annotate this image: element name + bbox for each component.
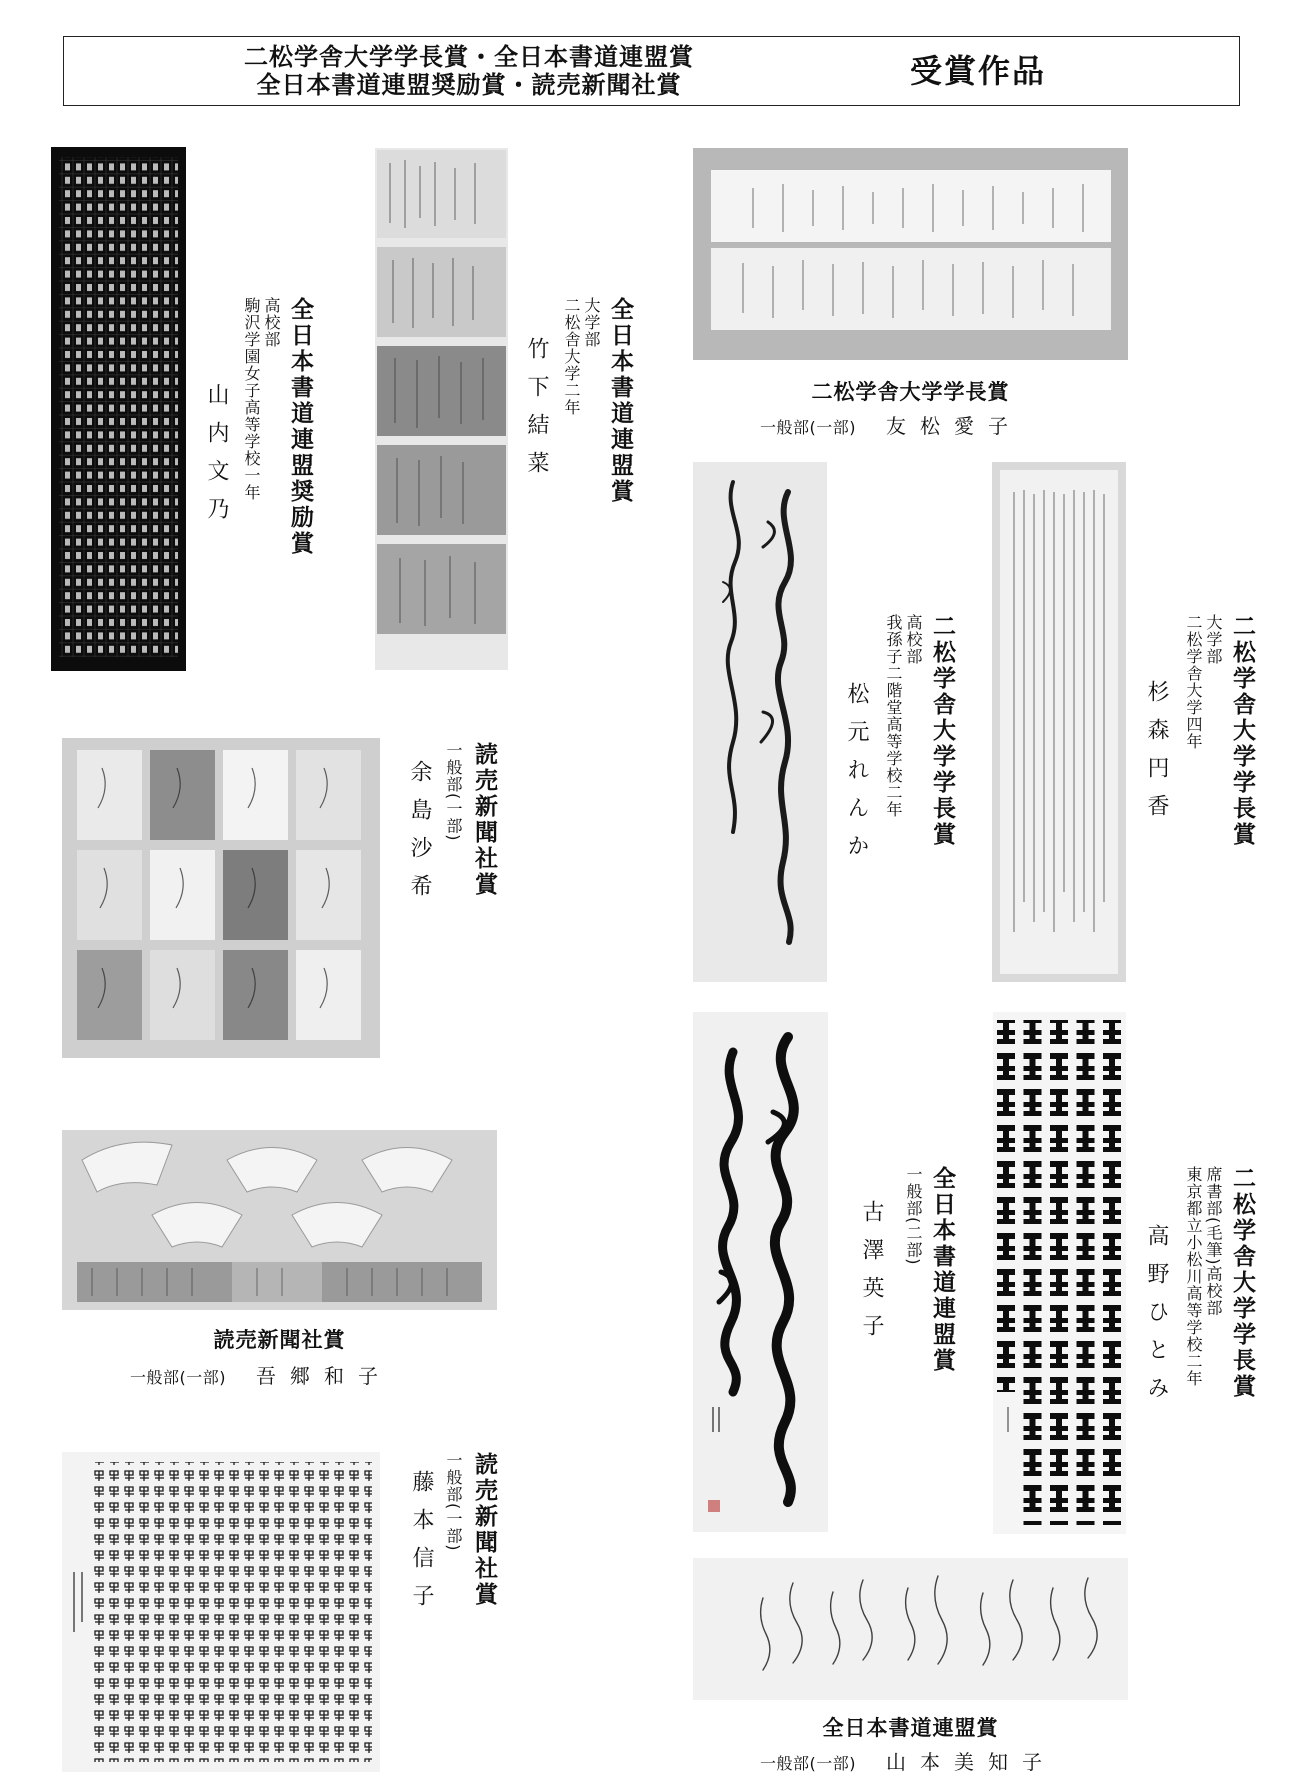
artwork-matsumoto [693, 462, 827, 982]
artwork-furusawa [693, 1012, 828, 1532]
award-yojima: 読売新聞社賞 [471, 742, 497, 898]
division-yojima: 一般部(一部) [444, 742, 463, 842]
division-agou: 一般部(一部) [130, 1368, 226, 1387]
division-furusawa: 一般部(二部) [904, 1166, 923, 1266]
name-tomomatsu: 友松愛子 [886, 414, 1022, 438]
division-sugimori: 大学部 [1204, 614, 1223, 665]
division-tomomatsu: 一般部(一部) [760, 418, 856, 437]
award-matsumoto: 二松学舎大学学長賞 [929, 614, 955, 848]
artwork-yamauchi [51, 147, 186, 671]
name-yojima: 余島沙希 [407, 760, 432, 912]
name-takano: 高野ひとみ [1144, 1224, 1169, 1414]
division-takano: 席書部(毛筆)高校部 [1204, 1166, 1223, 1317]
artwork-yojima [62, 738, 380, 1058]
header-box [63, 36, 1240, 106]
artwork-yamamoto [693, 1558, 1128, 1700]
division-yamamoto: 一般部(一部) [760, 1754, 856, 1773]
artwork-tomomatsu [693, 148, 1128, 360]
school-yamauchi: 駒沢学園女子高等学校一年 [242, 297, 261, 501]
artwork-agou [62, 1130, 497, 1310]
name-furusawa: 古澤英子 [859, 1200, 884, 1352]
award-tomomatsu: 二松学舎大学学長賞 [811, 380, 1010, 404]
name-matsumoto: 松元れんか [844, 682, 869, 872]
name-agou: 吾郷和子 [256, 1364, 392, 1388]
name-yamauchi: 山内文乃 [204, 383, 229, 535]
artwork-takeshita [375, 148, 508, 670]
school-takeshita: 二松舎大学二年 [562, 297, 581, 416]
award-fujimoto: 読売新聞社賞 [471, 1452, 497, 1608]
header-title-line2: 全日本書道連盟奨励賞・読売新聞社賞 [256, 71, 682, 99]
division-yamauchi: 高校部 [262, 297, 281, 348]
award-agou: 読売新聞社賞 [213, 1328, 346, 1352]
division-fujimoto: 一般部(一部) [444, 1452, 463, 1552]
award-sugimori: 二松学舎大学学長賞 [1229, 614, 1255, 848]
award-takeshita: 全日本書道連盟賞 [607, 297, 633, 505]
credit-tomomatsu [760, 410, 1022, 439]
school-matsumoto: 我孫子二階堂高等学校二年 [884, 614, 903, 818]
name-fujimoto: 藤本信子 [409, 1470, 434, 1622]
division-matsumoto: 高校部 [904, 614, 923, 665]
header-title-line1: 二松学舎大学学長賞・全日本書道連盟賞 [244, 43, 694, 71]
award-yamamoto: 全日本書道連盟賞 [822, 1716, 999, 1740]
artwork-takano [993, 1012, 1126, 1534]
header-title-suffix: 受賞作品 [910, 52, 1047, 90]
name-takeshita: 竹下結菜 [524, 337, 549, 489]
school-takano: 東京都立小松川高等学校二年 [1184, 1166, 1203, 1387]
name-sugimori: 杉森円香 [1144, 680, 1169, 832]
award-furusawa: 全日本書道連盟賞 [929, 1166, 955, 1374]
credit-agou [130, 1360, 392, 1389]
division-takeshita: 大学部 [582, 297, 601, 348]
name-yamamoto: 山本美知子 [886, 1750, 1056, 1774]
award-takano: 二松学舎大学学長賞 [1229, 1166, 1255, 1400]
school-sugimori: 二松学舎大学四年 [1184, 614, 1203, 750]
credit-yamamoto [760, 1746, 1056, 1775]
award-yamauchi: 全日本書道連盟奨励賞 [287, 297, 313, 557]
artwork-sugimori [992, 462, 1126, 982]
artwork-fujimoto [62, 1452, 380, 1772]
